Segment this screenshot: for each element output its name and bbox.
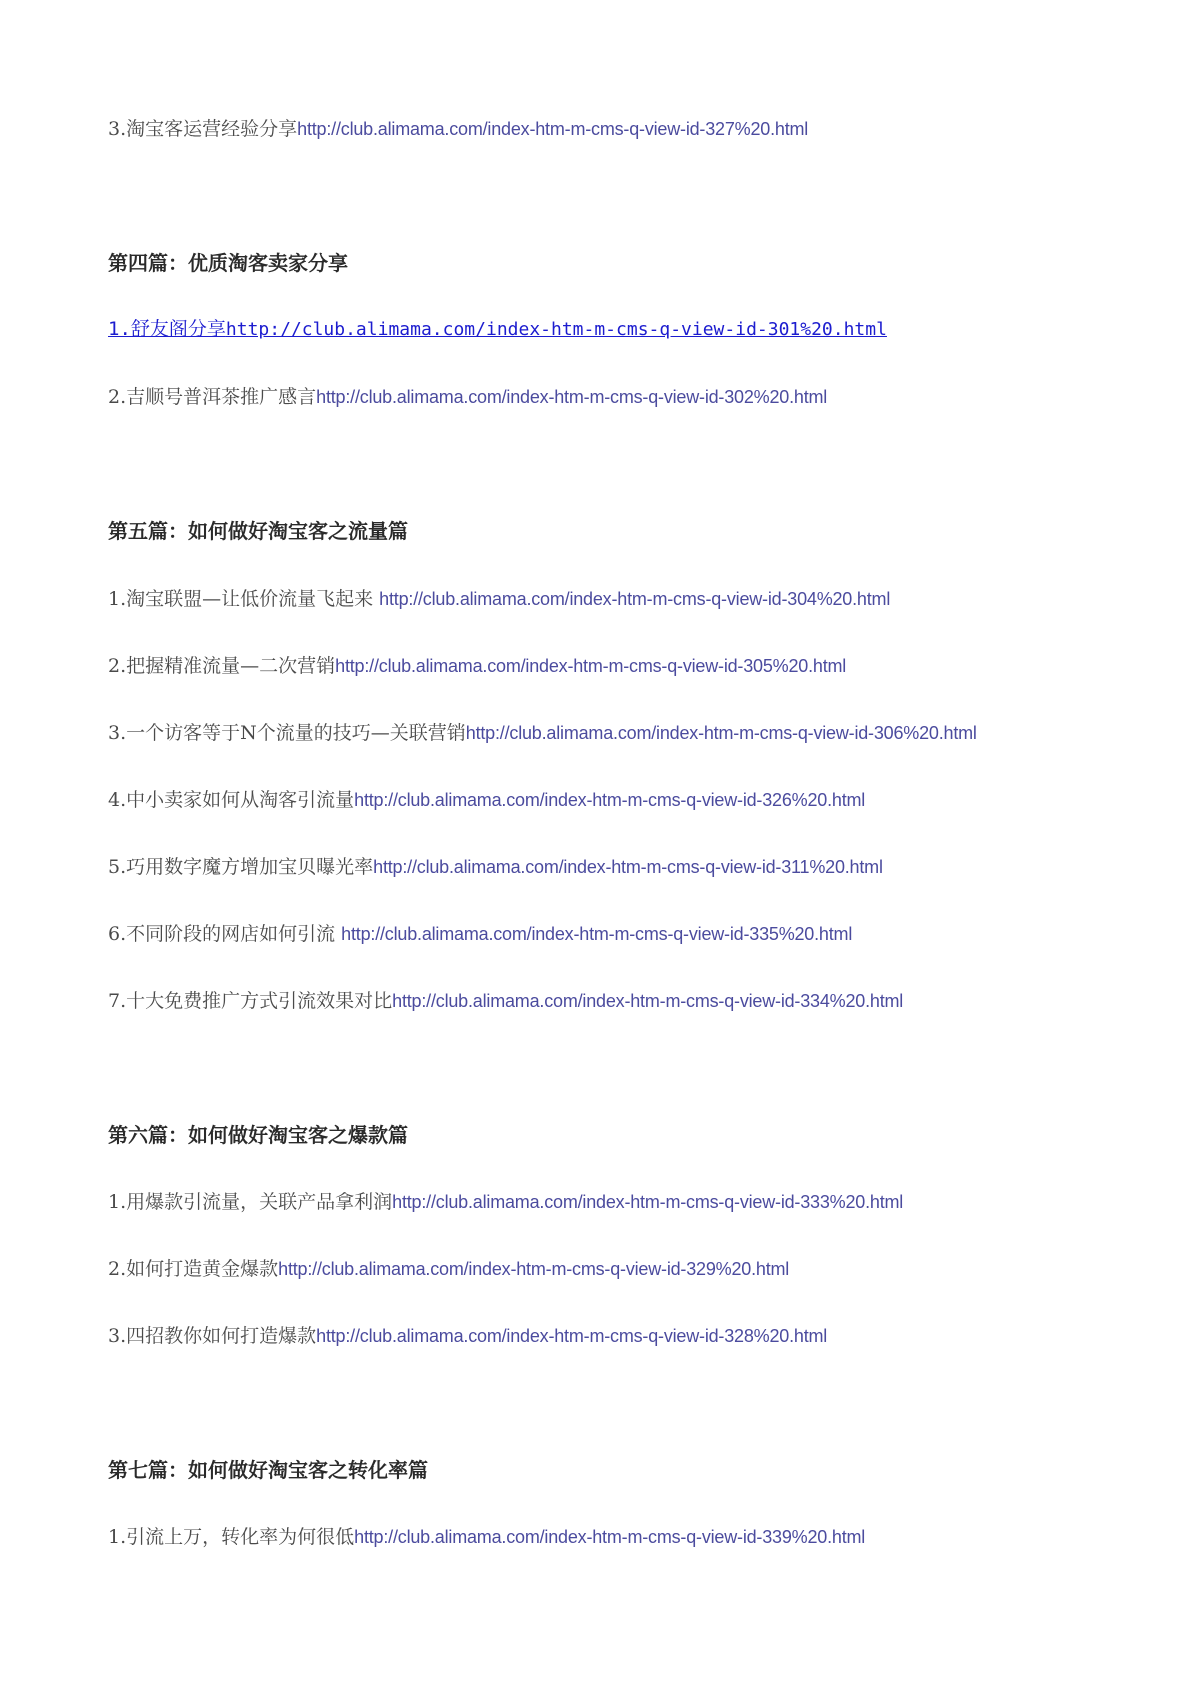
- item-link[interactable]: http://club.alimama.com/index-htm-m-cms-q-view-id-333%20.html: [392, 1192, 904, 1212]
- list-item: [108, 787, 865, 813]
- list-item: [108, 1256, 789, 1282]
- item-title: 1.淘宝联盟—让低价流量飞起来: [108, 588, 380, 610]
- item-link[interactable]: http://club.alimama.com/index-htm-m-cms-q-view-id-301%20.html: [225, 319, 887, 340]
- item-link[interactable]: http://club.alimama.com/index-htm-m-cms-q-view-id-327%20.html: [297, 119, 809, 139]
- item-title: 4.中小卖家如何从淘客引流量: [108, 789, 355, 811]
- item-title: 1.用爆款引流量，关联产品拿利润: [108, 1191, 393, 1213]
- list-item: [108, 653, 846, 679]
- item-title[interactable]: 1.舒友阁分享: [108, 318, 226, 340]
- item-title: 5.巧用数字魔方增加宝贝曝光率: [108, 856, 374, 878]
- section-heading: 第五篇：如何做好淘宝客之流量篇: [108, 519, 408, 543]
- item-title: 2.把握精准流量—二次营销: [108, 655, 336, 677]
- item-title: 7.十大免费推广方式引流效果对比: [108, 990, 393, 1012]
- section-heading: 第六篇：如何做好淘宝客之爆款篇: [108, 1123, 408, 1147]
- item-link[interactable]: http://club.alimama.com/index-htm-m-cms-q-view-id-329%20.html: [278, 1259, 790, 1279]
- item-link[interactable]: http://club.alimama.com/index-htm-m-cms-q-view-id-335%20.html: [341, 924, 853, 944]
- item-title: 2.如何打造黄金爆款: [108, 1258, 279, 1280]
- item-title: 1.引流上万，转化率为何很低: [108, 1526, 355, 1548]
- item-link[interactable]: http://club.alimama.com/index-htm-m-cms-q-view-id-328%20.html: [316, 1326, 828, 1346]
- list-item: [108, 720, 977, 746]
- item-title: 3.淘宝客运营经验分享: [108, 118, 298, 140]
- item-link[interactable]: http://club.alimama.com/index-htm-m-cms-q-view-id-302%20.html: [316, 387, 828, 407]
- item-link[interactable]: http://club.alimama.com/index-htm-m-cms-q-view-id-306%20.html: [465, 723, 977, 743]
- item-link[interactable]: http://club.alimama.com/index-htm-m-cms-q-view-id-311%20.html: [373, 857, 883, 877]
- list-item: [108, 988, 903, 1014]
- list-item: [108, 1189, 903, 1215]
- list-item[interactable]: [108, 316, 887, 343]
- item-link[interactable]: http://club.alimama.com/index-htm-m-cms-q-view-id-304%20.html: [379, 589, 891, 609]
- item-link[interactable]: http://club.alimama.com/index-htm-m-cms-q-view-id-305%20.html: [335, 656, 847, 676]
- list-item: [108, 1524, 865, 1550]
- item-title: 3.四招教你如何打造爆款: [108, 1325, 317, 1347]
- item-title: 3.一个访客等于N个流量的技巧—关联营销: [108, 722, 466, 744]
- list-item: [108, 586, 890, 612]
- item-link[interactable]: http://club.alimama.com/index-htm-m-cms-q-view-id-326%20.html: [354, 790, 866, 810]
- list-item: [108, 1323, 827, 1349]
- item-link[interactable]: http://club.alimama.com/index-htm-m-cms-q-view-id-334%20.html: [392, 991, 904, 1011]
- list-item: [108, 921, 852, 947]
- list-item: [108, 384, 827, 410]
- list-item: [108, 854, 883, 880]
- item-title: 6.不同阶段的网店如何引流: [108, 923, 342, 945]
- item-link[interactable]: http://club.alimama.com/index-htm-m-cms-q-view-id-339%20.html: [354, 1527, 866, 1547]
- item-title: 2.吉顺号普洱茶推广感言: [108, 386, 317, 408]
- list-item: [108, 116, 808, 142]
- section-heading: 第四篇：优质淘客卖家分享: [108, 251, 348, 275]
- section-heading: 第七篇：如何做好淘宝客之转化率篇: [108, 1458, 428, 1482]
